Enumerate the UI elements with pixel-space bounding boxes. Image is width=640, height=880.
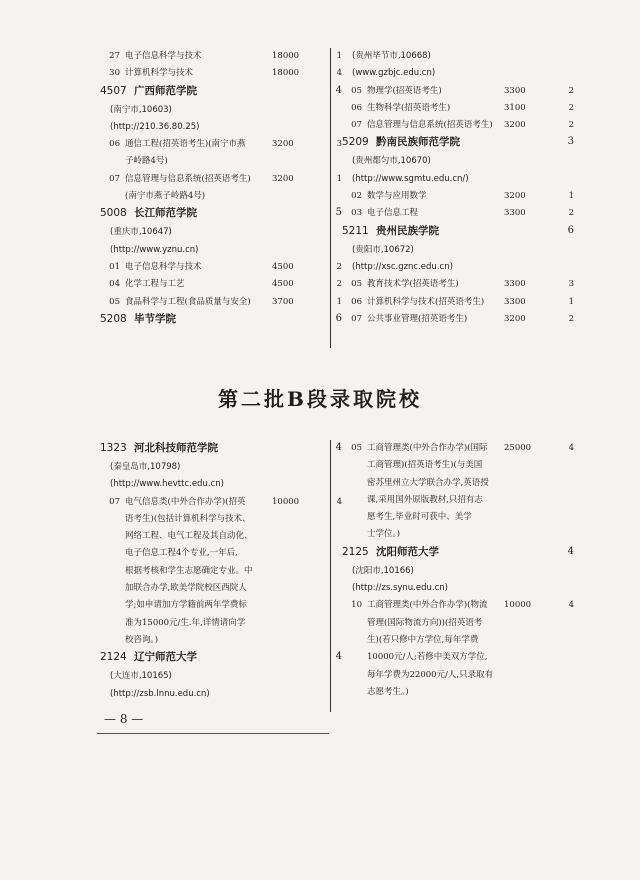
school-header: [340, 223, 574, 242]
school-name: 贵州民族学院: [376, 224, 439, 237]
tuition-fee: 3200: [504, 120, 526, 131]
section-heading: 第二批B段录取院校: [218, 387, 422, 411]
major-note-text: 加联合办学,欧美学院校区西院人: [125, 583, 247, 594]
major-row: [340, 117, 574, 134]
tuition-fee: 3300: [504, 85, 526, 96]
major-note-line: [340, 457, 552, 474]
school-info-text: (南宁市,10603): [110, 104, 172, 115]
tuition-fee: 3100: [504, 102, 526, 113]
major-row: [98, 171, 342, 188]
major-row: [98, 48, 342, 65]
school-info-text: (http://zs.synu.edu.cn): [352, 583, 448, 594]
tuition-fee: 3200: [272, 139, 294, 150]
major-quota: 4: [336, 68, 342, 79]
school-info-line: [340, 580, 552, 597]
major-note-line: [98, 511, 320, 528]
footer-rule: [97, 733, 329, 734]
major-note-line: [98, 597, 320, 614]
school-header: [340, 134, 574, 153]
major-code: 07: [351, 120, 362, 131]
tuition-fee: 3700: [272, 296, 294, 307]
major-note-text: 愿考生,毕业时可获中、美学: [367, 512, 472, 523]
tuition-fee: 3200: [504, 191, 526, 202]
major-note-line: [340, 615, 552, 632]
school-info-line: [98, 224, 320, 241]
tuition-fee: 3200: [272, 173, 294, 184]
school-quota: 6: [335, 312, 342, 324]
major-code: 02: [351, 191, 362, 202]
major-name: 食品科学与工程(食品质量与安全): [125, 296, 251, 307]
school-quota: 3: [567, 136, 574, 148]
major-name: 数学与应用数学: [367, 191, 427, 202]
major-row: [98, 259, 342, 276]
tuition-fee: 3200: [504, 313, 526, 324]
major-note-line: [98, 615, 320, 632]
major-quota: 2: [336, 261, 342, 272]
major-row: [340, 100, 574, 117]
school-info-line: [340, 48, 552, 65]
major-code: 05: [351, 85, 362, 96]
major-name: 信息管理与信息系统(招英语考生): [367, 120, 493, 131]
major-row: [340, 440, 574, 457]
major-code: 30: [109, 68, 120, 79]
tuition-fee: 3300: [504, 279, 526, 290]
column-top-right: [340, 48, 574, 328]
major-row: [340, 311, 574, 328]
major-row: [340, 205, 574, 222]
major-note-text: 课,采用国外原版教材,只招有志: [367, 494, 483, 505]
major-row: [98, 294, 342, 311]
major-row: [340, 188, 574, 205]
school-info-line: [340, 153, 552, 170]
school-info-text: (www.gzbjc.edu.cn): [352, 68, 436, 79]
school-code: 1323: [100, 442, 127, 454]
major-note-text: (南宁市燕子岭路4号): [125, 191, 206, 202]
major-note-line: [98, 188, 320, 205]
tuition-fee: 4500: [272, 279, 294, 290]
school-quota: 5: [335, 207, 342, 219]
school-info-line: [98, 119, 320, 136]
school-info-text: (http://210.36.80.25): [110, 121, 200, 132]
school-quota: 4: [335, 442, 342, 453]
major-code: 06: [351, 102, 362, 113]
page-number: — 8 —: [104, 712, 144, 726]
major-code: 06: [351, 296, 362, 307]
major-quota: 1: [336, 51, 342, 61]
school-info-text: (http://www.hevttc.edu.cn): [110, 479, 224, 490]
school-info-text: (http://xsc.gznc.edu.cn): [352, 261, 453, 272]
major-note-text: 士学位。): [367, 529, 401, 540]
school-header: [98, 83, 342, 102]
school-quota: 4: [335, 84, 342, 96]
major-code: 06: [109, 139, 120, 150]
major-row: [340, 294, 574, 311]
major-note-text: 网络工程、电气工程及其自动化、: [125, 531, 253, 542]
school-code: 2124: [100, 651, 127, 664]
school-header: [98, 440, 342, 459]
school-info-text: (http://www.sgmtu.edu.cn/): [352, 173, 469, 184]
school-info-line: [98, 668, 320, 685]
major-note-line: [98, 545, 320, 562]
major-row: [98, 65, 342, 82]
school-name: 长江师范学院: [134, 207, 197, 220]
major-note-line: [340, 684, 552, 701]
major-quota: 3: [336, 139, 342, 150]
school-header: [98, 205, 342, 224]
school-info-text: (秦皇岛市,10798): [110, 462, 181, 472]
major-name: 生物科学(招英语考生): [367, 102, 451, 113]
major-code: 03: [351, 208, 362, 219]
tuition-fee: 10000: [504, 600, 532, 611]
major-note-line: [98, 153, 320, 170]
school-quota: 4: [335, 651, 342, 663]
school-info-line: [340, 65, 552, 82]
major-note-text: 10000元/人;若修中美双方学位,: [367, 652, 488, 663]
major-note-text: 电子信息工程4个专业,一年后,: [125, 548, 238, 559]
school-info-line: [340, 563, 552, 580]
major-note-text: 子岭路4号): [125, 156, 168, 167]
tuition-fee: 25000: [504, 443, 532, 453]
school-info-line: [340, 259, 552, 276]
major-code: 01: [109, 261, 120, 272]
major-name: 公共事业管理(招英语考生): [367, 313, 468, 324]
school-info-text: (大连市,10165): [110, 671, 172, 682]
school-name: 辽宁师范大学: [134, 651, 197, 664]
tuition-fee: 3300: [504, 208, 526, 219]
major-name: 计算机科学与技术: [125, 68, 194, 79]
major-note-text: 根据考核和学生志愿确定专业。中: [125, 565, 253, 576]
major-code: 05: [351, 279, 362, 290]
school-info-line: [98, 102, 320, 119]
major-note-line: [340, 475, 552, 492]
tuition-fee: 18000: [272, 68, 300, 79]
school-info-text: (贵州毕节市,10668): [352, 51, 431, 61]
school-code: 5008: [100, 207, 127, 220]
school-info-line: [98, 476, 320, 493]
major-code: 07: [109, 173, 120, 184]
school-header: [340, 544, 574, 563]
school-name: 黔南民族师范学院: [376, 136, 460, 149]
major-note-line: [340, 509, 552, 526]
column-divider-top: [330, 48, 331, 348]
school-code: 4507: [100, 84, 127, 97]
major-note-line: [340, 667, 552, 684]
major-note-text: 工商管理)(招英语考生)(与美国: [367, 460, 483, 471]
school-info-text: (重庆市,10647): [110, 227, 172, 238]
major-quota: 1: [568, 296, 574, 307]
major-note-line: [98, 528, 320, 545]
major-name: 信息管理与信息系统(招英语考生): [125, 173, 251, 184]
school-info-line: [340, 242, 552, 259]
major-note-text: 密苏里州立大学联合办学,英语授: [367, 477, 489, 488]
major-name: 计算机科学与技术(招英语考生): [367, 296, 485, 307]
major-note-line: [340, 526, 552, 543]
school-info-line: [98, 242, 320, 259]
major-note-text: 校咨询。): [125, 634, 159, 645]
major-code: 27: [109, 51, 120, 61]
major-row: [340, 276, 574, 293]
column-top-left: [98, 48, 342, 330]
school-header: [98, 311, 342, 330]
major-note-text: 准为15000元/生.年,详情请向学: [125, 617, 246, 628]
major-quota: 2: [568, 313, 574, 324]
major-name: 工商管理类(中外合作办学)(国际: [367, 443, 488, 453]
tuition-fee: 18000: [272, 51, 300, 61]
school-name: 毕节学院: [134, 312, 176, 325]
tuition-fee: 10000: [272, 496, 300, 507]
major-note-text: 管理(国际物流方向))(招英语考: [367, 617, 483, 628]
school-quota: 4: [567, 545, 574, 557]
major-note-line: [98, 563, 320, 580]
major-quota: 2: [568, 120, 574, 131]
major-row: [98, 276, 342, 293]
major-name: 电子信息工程: [367, 208, 419, 219]
major-note-text: 生)(若只修中方学位,每年学费: [367, 634, 479, 645]
major-note-line: [340, 632, 552, 649]
major-code: 07: [109, 496, 120, 507]
school-info-text: (贵阳市,10672): [352, 244, 414, 255]
major-note-line: [98, 632, 320, 649]
major-quota: 2: [568, 102, 574, 113]
major-note-line: [340, 649, 552, 666]
major-name: 工商管理类(中外合作办学)(物流: [367, 600, 488, 611]
column-bottom-right: [340, 440, 574, 701]
major-row: [98, 136, 342, 153]
major-quota: 4: [568, 443, 574, 453]
major-quota: 2: [336, 279, 342, 290]
school-header: [98, 649, 342, 668]
major-quota: 2: [568, 208, 574, 219]
school-info-text: (贵州都匀市,10670): [352, 156, 431, 167]
school-code: 2125: [342, 545, 369, 558]
school-info-text: (http://www.yznu.cn): [110, 244, 199, 255]
major-name: 电子信息科学与技术: [125, 261, 202, 272]
major-name: 物理学(招英语考生): [367, 85, 442, 96]
major-quota: 4: [336, 496, 342, 507]
major-quota: 1: [568, 191, 574, 202]
school-info-line: [98, 686, 320, 703]
major-note-text: 志愿考生。): [367, 686, 409, 697]
major-quota: 3: [568, 279, 574, 290]
school-code: 5209: [342, 136, 369, 149]
major-row: [98, 494, 342, 511]
school-quota: 6: [567, 224, 574, 236]
school-info-text: (沈阳市,10166): [352, 565, 414, 576]
major-code: 05: [109, 296, 120, 307]
school-info-line: [98, 459, 320, 476]
column-bottom-left: [98, 440, 342, 703]
major-note-text: 学;如申请加方学籍前两年学费标: [125, 600, 247, 611]
major-quota: 2: [568, 85, 574, 96]
tuition-fee: 4500: [272, 261, 294, 272]
major-code: 04: [109, 279, 120, 290]
major-note-text: 每年学费为22000元/人,只录取有: [367, 669, 494, 680]
column-divider-bottom: [330, 440, 331, 712]
school-info-line: [340, 171, 552, 188]
major-name: 化学工程与工艺: [125, 279, 185, 290]
school-name: 广西师范学院: [134, 84, 197, 97]
major-name: 教育技术学(招英语考生): [367, 279, 459, 290]
school-code: 5208: [100, 312, 127, 325]
school-info-text: (http://zsb.lnnu.edu.cn): [110, 688, 210, 699]
major-name: 通信工程(招英语考生)(南宁市燕: [125, 139, 246, 150]
school-name: 河北科技师范学院: [134, 442, 218, 454]
major-row: [340, 83, 574, 100]
major-name: 电气信息类(中外合作办学)(招英: [125, 496, 246, 507]
major-quota: 1: [336, 296, 342, 307]
major-note-line: [98, 580, 320, 597]
major-quota: 4: [568, 600, 574, 611]
major-note-text: 语考生)(包括计算机科学与技术、: [125, 513, 251, 524]
school-name: 沈阳师范大学: [376, 545, 439, 558]
major-name: 电子信息科学与技术: [125, 51, 202, 61]
major-quota: 1: [336, 173, 342, 184]
school-code: 5211: [342, 224, 369, 237]
major-code: 07: [351, 313, 362, 324]
tuition-fee: 3300: [504, 296, 526, 307]
major-code: 05: [351, 443, 362, 453]
major-note-line: [340, 492, 552, 509]
major-code: 10: [351, 600, 362, 611]
major-row: [340, 597, 574, 614]
